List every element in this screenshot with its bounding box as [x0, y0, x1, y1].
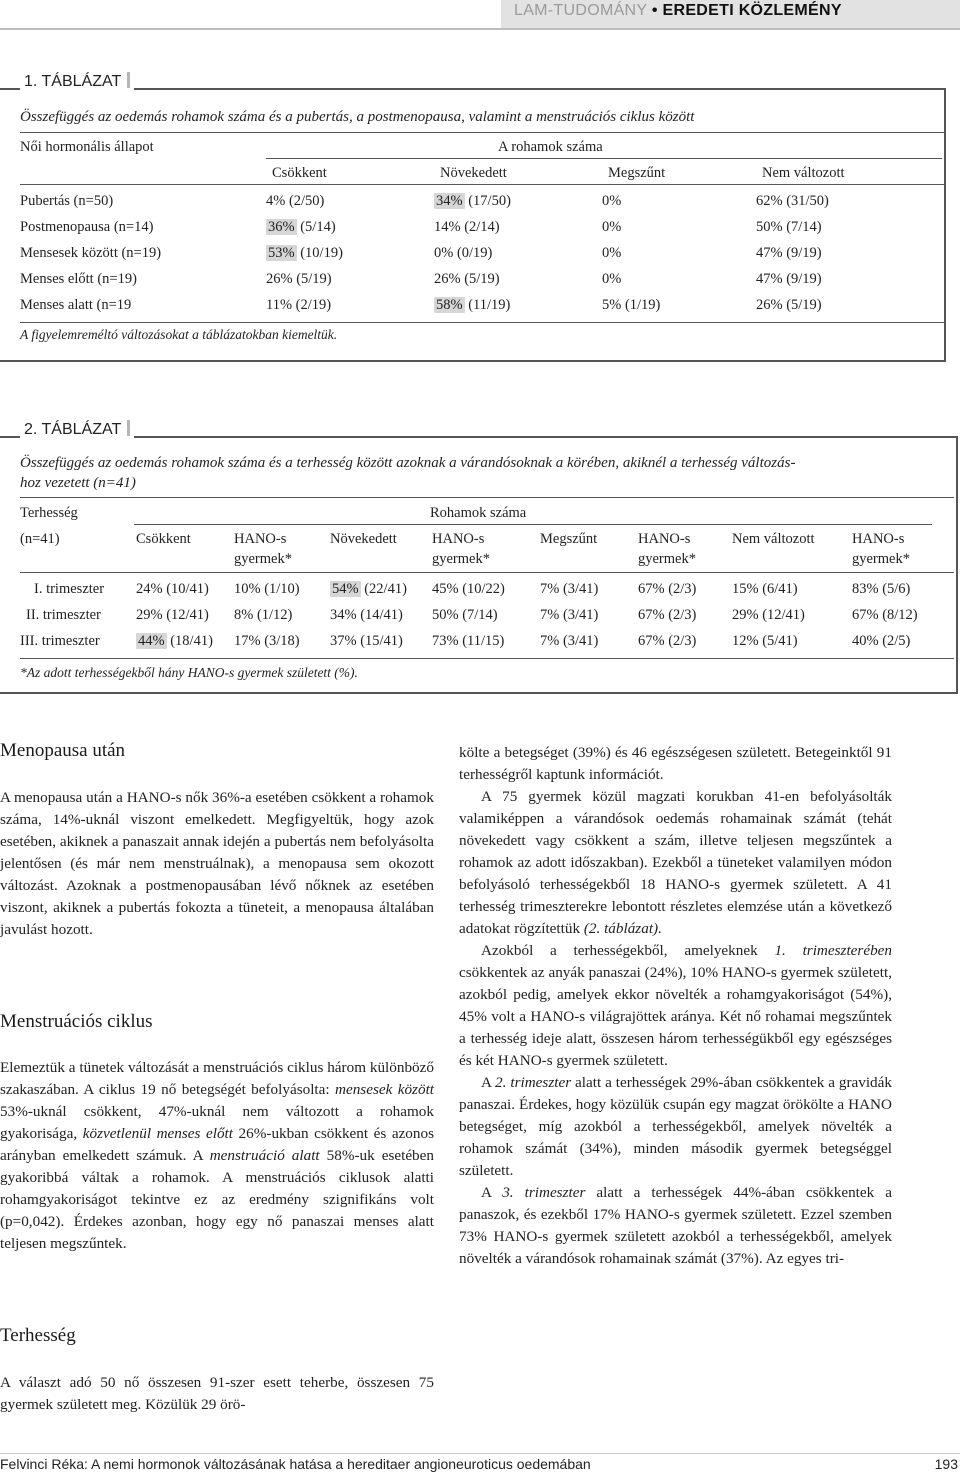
- table2-label: [20, 420, 134, 439]
- table2-group-rule: [134, 524, 932, 525]
- table1-cell: 58% (11/19): [436, 297, 511, 313]
- table2-cell: 67% (2/3): [638, 633, 697, 649]
- right-p4-text-a: A: [481, 1074, 496, 1091]
- table2-col-subheader: gyermek*: [432, 551, 490, 567]
- footer-author: Felvinci Réka: A nemi hormonok változásának hatása a hereditaer angioneuroticus oedemában: [0, 1456, 591, 1472]
- table1-row-label: Pubertás (n=50): [20, 193, 114, 209]
- table2-cell: 54% (22/41): [332, 581, 407, 597]
- table2-highlight: 54%: [332, 581, 359, 597]
- table2-col-header: Növekedett: [330, 531, 397, 547]
- right-p3-text-a: Azokból a terhességekből, amelyeknek: [481, 942, 775, 959]
- table2-cell: 67% (2/3): [638, 607, 697, 623]
- table2-caption-rule: [20, 497, 954, 498]
- table2-cell: 12% (5/41): [732, 633, 798, 649]
- paragraph-terhesseg-text: A választ adó 50 nő összesen 91-szer esett teherbe, összesen 75 gyermek született meg. Közülük 29 örö-: [0, 1374, 434, 1413]
- table2-group-header: Rohamok száma: [430, 505, 527, 521]
- right-paragraph-1: költe a betegséget (39%) és 46 egészségesen született. Betegeinktől 91 terhességről kaptunk információt.: [459, 744, 892, 783]
- paragraph-menopausa: [0, 787, 434, 941]
- table1-caption-rule: [20, 132, 944, 133]
- heading-terhesseg: Terhesség: [0, 1325, 76, 1346]
- table1-cell: 0%: [602, 219, 622, 235]
- table1-cell: 26% (5/19): [756, 297, 822, 313]
- right-p5-text-a: A: [481, 1184, 503, 1201]
- table1-body-rule: [20, 322, 944, 323]
- menstr-text-c: 26%-ukban csökkent és azonos arányban emelkedett számuk. A: [0, 1125, 435, 1164]
- table2-caption-line1: Összefüggés az oedemás rohamok száma és a terhesség között azoknak a várandósoknak a körében, akiknél a terhesség változás-: [20, 455, 796, 471]
- table2-caption-line2: hoz vezetett (n=41): [20, 475, 136, 491]
- table1-note: A figyelemreméltó változásokat a táblázatokban kiemeltük.: [20, 327, 338, 342]
- table1-label-text: 1. TÁBLÁZAT: [24, 73, 122, 90]
- right-p2-italic: (2. táblázat).: [583, 920, 662, 937]
- table1-col-group-label: Női hormonális állapot: [20, 139, 154, 155]
- table2-cell: 8% (1/12): [234, 607, 293, 623]
- table2-cell: 50% (7/14): [432, 607, 498, 623]
- right-p5-text-b: alatt a terhességek 44%-ában csökkentek a panaszok, és ezekből 17% HANO-s gyermek született. Ezzel szemben 73% HANO-s gyermek született azokból a terhességekből, amelyek növelték a várandósok rohamainak számát (37%). Az egyes tri-: [459, 1184, 892, 1267]
- table2-cell: 37% (15/41): [330, 633, 403, 649]
- table1-cell: 0%: [602, 245, 622, 261]
- table2-col-header: HANO-s: [638, 531, 691, 547]
- right-p3-text-b: csökkentek az anyák panaszai (24%), 10% HANO-s gyermek született, azokból pedig, amelyek ekkor növelték a rohamgyakoriságot (54%), 45% volt a HANO-s világrajöttek aránya. Két nő rohamai megszűntek a terhesség ideje alatt, összesen három terhességükből egy egészséges és két HANO-s gyermek született.: [459, 964, 892, 1069]
- table2-cell: 44% (18/41): [138, 633, 213, 649]
- table1-highlight: 36%: [268, 219, 295, 235]
- menstr-text-b: 53%-uknál csökkent, 47%-uknál nem változott a rohamok gyakorisága,: [0, 1103, 434, 1142]
- heading-menstruacios-ciklus: Menstruációs ciklus: [0, 1011, 153, 1032]
- table1-cell: 0%: [602, 271, 622, 287]
- table1-cell: 26% (5/19): [434, 271, 500, 287]
- paragraph-menstruacios-ciklus: [0, 1057, 434, 1255]
- table2-header-rule: [20, 572, 954, 573]
- section-label: EREDETI KÖZLEMÉNY: [662, 2, 842, 19]
- table2-body-rule: [20, 658, 954, 659]
- table1-row-label: Postmenopausa (n=14): [20, 219, 154, 235]
- paragraph-menstr-text: [0, 1057, 434, 1255]
- table2-col-header: HANO-s: [234, 531, 287, 547]
- table1-row-label: Menses alatt (n=19: [20, 297, 132, 313]
- journal-header: [514, 2, 842, 20]
- header-rule: [0, 28, 960, 30]
- table2-col-subheader: gyermek*: [852, 551, 910, 567]
- table1-col-header: Növekedett: [440, 165, 507, 181]
- table2-cell: 83% (5/6): [852, 581, 911, 597]
- table2-cell: 29% (12/41): [136, 607, 209, 623]
- table2-col-header: HANO-s: [852, 531, 905, 547]
- menstr-italic-3: menstruáció alatt: [209, 1147, 320, 1164]
- table2-highlight: 44%: [138, 633, 165, 649]
- right-paragraph-2: [459, 786, 892, 940]
- table1-col-header: Megszűnt: [608, 165, 666, 181]
- page-number: 193: [934, 1456, 958, 1472]
- table2-cell: 67% (2/3): [638, 581, 697, 597]
- table1-cell: 5% (1/19): [602, 297, 661, 313]
- right-column: [459, 742, 892, 1270]
- table1-cell: 47% (9/19): [756, 271, 822, 287]
- table2-row-label: III. trimeszter: [20, 633, 100, 649]
- table1-cell: 14% (2/14): [434, 219, 500, 235]
- table1-cell: 0%: [602, 193, 622, 209]
- table2-row-label: I. trimeszter: [34, 581, 105, 597]
- table2-cell: 7% (3/41): [540, 607, 599, 623]
- table1-cell: 47% (9/19): [756, 245, 822, 261]
- table1-label-tick: [127, 72, 130, 88]
- right-p3-italic: 1. trimeszterében: [774, 942, 893, 959]
- table2-cell: 7% (3/41): [540, 633, 599, 649]
- footer-rule: [0, 1453, 960, 1454]
- right-paragraph-4: [459, 1072, 892, 1182]
- table2-col-header: Csökkent: [136, 531, 191, 547]
- right-p2-text: A 75 gyermek közül magzati korukban 41-en befolyásolták valamiképpen a várandósok oedemás rohamainak számát (tehát növekedett vagy csökkent a szám, illetve teljesen megszűntek a rohamok az adott időszakban). Ezekből a tüneteket valamilyen módon befolyásoló terhességekből 18 HANO-s gyermek született. A 41 terhesség trimeszterekre lebontott részletes elemzése után a következő adatokat rögzítettük: [459, 788, 892, 937]
- table1-cell: 4% (2/50): [266, 193, 325, 209]
- table2-col-header: Nem változott: [732, 531, 815, 547]
- table1-header-rule: [20, 184, 944, 185]
- table2-cell: 24% (10/41): [136, 581, 209, 597]
- paragraph-terhesseg: [0, 1372, 434, 1416]
- table2-label-tick: [127, 420, 130, 436]
- table1-col-header: Csökkent: [272, 165, 327, 181]
- table1-cell: 50% (7/14): [756, 219, 822, 235]
- right-paragraph-3: [459, 940, 892, 1072]
- table2-cell: 45% (10/22): [432, 581, 505, 597]
- table1-cell: 34% (17/50): [436, 193, 511, 209]
- table1-caption: Összefüggés az oedemás rohamok száma és a pubertás, a postmenopausa, valamint a menstruációs ciklus között: [20, 109, 695, 125]
- table1-label: [20, 72, 134, 91]
- menstr-text-d: 58%-uk esetében gyakoribbá váltak a rohamok. A menstruációs ciklusok alatti rohamgyakoriságot tekintve ez az eredmény szignifikáns volt (p=0,042). Érdekes azonban, hogy egy nő panaszai menses alatt teljesen megszűntek.: [0, 1147, 434, 1252]
- table1-highlight: 34%: [436, 193, 463, 209]
- table1-cell: 62% (31/50): [756, 193, 829, 209]
- table2-cell: 40% (2/5): [852, 633, 911, 649]
- table1-cell: 26% (5/19): [266, 271, 332, 287]
- heading-menopausa: Menopausa után: [0, 740, 126, 761]
- table2-cell: 10% (1/10): [234, 581, 300, 597]
- table2-row-label: II. trimeszter: [26, 607, 101, 623]
- table1-group-header: A rohamok száma: [498, 139, 603, 155]
- right-p4-italic: 2. trimeszter: [495, 1074, 572, 1091]
- table2-label-text: 2. TÁBLÁZAT: [24, 421, 122, 438]
- table2-col-subheader: gyermek*: [638, 551, 696, 567]
- table2-row-header-2: (n=41): [20, 531, 60, 547]
- journal-name: LAM-TUDOMÁNY: [514, 2, 648, 19]
- table1-highlight: 58%: [436, 297, 463, 313]
- table1-group-rule: [266, 158, 942, 159]
- table1-highlight: 53%: [268, 245, 295, 261]
- right-p5-italic: 3. trimeszter: [502, 1184, 586, 1201]
- table1-row-label: Mensesek között (n=19): [20, 245, 162, 261]
- table1-cell: 0% (0/19): [434, 245, 493, 261]
- table2-col-header: Megszűnt: [540, 531, 598, 547]
- table1-cell: 11% (2/19): [266, 297, 332, 313]
- table1-cell: 36% (5/14): [268, 219, 336, 235]
- table2-col-subheader: gyermek*: [234, 551, 292, 567]
- table2-cell: 34% (14/41): [330, 607, 403, 623]
- table2-row-header-1: Terhesség: [20, 505, 78, 521]
- table2-cell: 17% (3/18): [234, 633, 300, 649]
- right-paragraph-5: [459, 1182, 892, 1270]
- menstr-text-a: Elemeztük a tünetek változását a menstruációs ciklus három különböző szakaszában. A ciklus 19 nő betegségét befolyásolta:: [0, 1059, 434, 1098]
- table2-cell: 73% (11/15): [432, 633, 505, 649]
- table1-row-label: Menses előtt (n=19): [20, 271, 137, 287]
- table2-cell: 7% (3/41): [540, 581, 599, 597]
- menstr-italic-1: mensesek között: [335, 1081, 435, 1098]
- menstr-italic-2: közvetlenül menses előtt: [82, 1125, 233, 1142]
- header-bullet: •: [651, 2, 658, 19]
- table2-cell: 67% (8/12): [852, 607, 918, 623]
- table2-cell: 15% (6/41): [732, 581, 798, 597]
- table1-cell: 53% (10/19): [268, 245, 343, 261]
- table2-col-header: HANO-s: [432, 531, 485, 547]
- paragraph-menopausa-text: A menopausa után a HANO-s nők 36%-a esetében csökkent a rohamok száma, 14%-uknál viszont emelkedett. Megfigyeltük, hogy azok esetében, akiknek a panaszait annak idején a pubertás nem befolyásolta jelentősen (és már nem menstruálnak), a menopausa sem okozott változást. Azoknak a postmenopausában lévő nőknek az esetében viszont, akiknek a pubertás fokozta a tüneteit, a menopausa általában javulást hozott.: [0, 789, 434, 938]
- table2-cell: 29% (12/41): [732, 607, 805, 623]
- table1-col-header: Nem változott: [762, 165, 845, 181]
- right-p4-text-b: alatt a terhességek 29%-ában csökkentek a gravidák panaszai. Érdekes, hogy közülük csupán egy magzat örökölte a HANO betegséget, míg azokból a terhességekből, amelyek növelték a rohamok számát (34%), minden második gyermek betegséggel született.: [459, 1074, 892, 1179]
- table2-note: *Az adott terhességekből hány HANO-s gyermek született (%).: [20, 665, 358, 680]
